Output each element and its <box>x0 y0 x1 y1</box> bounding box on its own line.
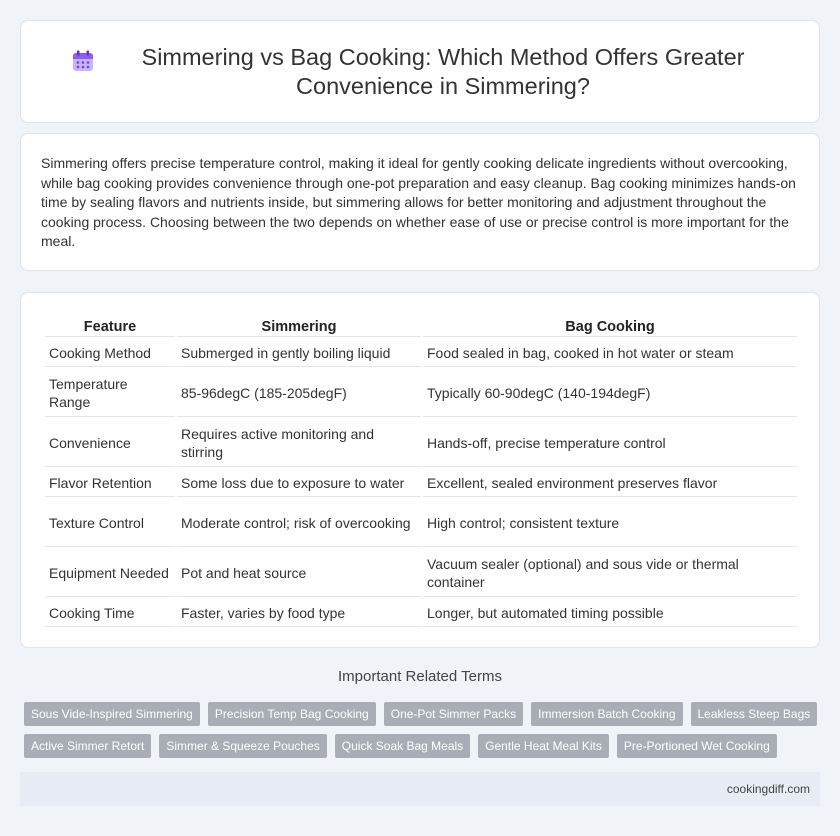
table-cell: Typically 60-90degC (140-194degF) <box>423 369 797 417</box>
header-feature: Feature <box>45 315 175 337</box>
table-row <box>45 469 797 497</box>
table-cell: Cooking Time <box>45 599 175 627</box>
tag-simmer-squeeze-pouches[interactable]: Simmer & Squeeze Pouches <box>159 734 326 758</box>
table-cell: 85-96degC (185-205degF) <box>177 369 421 417</box>
table-cell: Food sealed in bag, cooked in hot water or steam <box>423 339 797 367</box>
table-row <box>45 369 797 417</box>
tag-sous-vide-inspired-simmering[interactable]: Sous Vide-Inspired Simmering <box>24 702 200 726</box>
table-cell: Cooking Method <box>45 339 175 367</box>
tag-quick-soak-bag-meals[interactable]: Quick Soak Bag Meals <box>335 734 470 758</box>
table-cell: Moderate control; risk of overcooking <box>177 499 421 547</box>
table-cell: Requires active monitoring and stirring <box>177 419 421 467</box>
header-bag-cooking: Bag Cooking <box>423 315 797 337</box>
table-cell: Equipment Needed <box>45 549 175 597</box>
table-cell: Some loss due to exposure to water <box>177 469 421 497</box>
tag-precision-temp-bag-cooking[interactable]: Precision Temp Bag Cooking <box>208 702 376 726</box>
table-cell: Texture Control <box>45 499 175 547</box>
table-row <box>45 599 797 627</box>
tag-active-simmer-retort[interactable]: Active Simmer Retort <box>24 734 151 758</box>
table-cell: Flavor Retention <box>45 469 175 497</box>
footer-site[interactable]: cookingdiff.com <box>726 782 810 796</box>
related-tags-row-1 <box>24 702 824 726</box>
table-row <box>45 499 797 547</box>
table-row <box>45 549 797 597</box>
tag-immersion-batch-cooking[interactable]: Immersion Batch Cooking <box>531 702 682 726</box>
related-tags-row-2 <box>24 734 824 758</box>
table-cell: Submerged in gently boiling liquid <box>177 339 421 367</box>
table-cell: Excellent, sealed environment preserves flavor <box>423 469 797 497</box>
title-card <box>20 20 820 123</box>
table-row <box>45 419 797 467</box>
table-cell: High control; consistent texture <box>423 499 797 547</box>
table-cell: Faster, varies by food type <box>177 599 421 627</box>
table-cell: Longer, but automated timing possible <box>423 599 797 627</box>
intro-card <box>20 133 820 271</box>
table-cell: Hands-off, precise temperature control <box>423 419 797 467</box>
intro-text: Simmering offers precise temperature control, making it ideal for gently cooking delicate ingredients without overcooking, while bag cooking provides convenience through one-pot preparation and easy cleanup. Bag cooking minimizes hands-on time by sealing flavors and nutrients inside, but simmering allows for better monitoring and adjustment throughout the cooking process. Choosing between the two depends on whether ease of use or precise control is more important for the meal. <box>41 155 796 250</box>
table-cell: Pot and heat source <box>177 549 421 597</box>
comparison-table-card <box>20 292 820 648</box>
table-cell: Temperature Range <box>45 369 175 417</box>
footer <box>20 772 820 806</box>
header-simmering: Simmering <box>177 315 421 337</box>
table-cell: Vacuum sealer (optional) and sous vide or thermal container <box>423 549 797 597</box>
table-header-row <box>45 315 797 337</box>
related-terms-title: Important Related Terms <box>338 668 502 685</box>
table-row <box>45 339 797 367</box>
calendar-icon <box>71 49 95 73</box>
table-cell: Convenience <box>45 419 175 467</box>
comparison-table <box>43 313 799 629</box>
tag-pre-portioned-wet-cooking[interactable]: Pre-Portioned Wet Cooking <box>617 734 777 758</box>
page-title: Simmering vs Bag Cooking: Which Method Offers Greater Convenience in Simmering? <box>141 43 745 99</box>
tag-one-pot-simmer-packs[interactable]: One-Pot Simmer Packs <box>384 702 523 726</box>
tag-gentle-heat-meal-kits[interactable]: Gentle Heat Meal Kits <box>478 734 609 758</box>
tag-leakless-steep-bags[interactable]: Leakless Steep Bags <box>691 702 818 726</box>
